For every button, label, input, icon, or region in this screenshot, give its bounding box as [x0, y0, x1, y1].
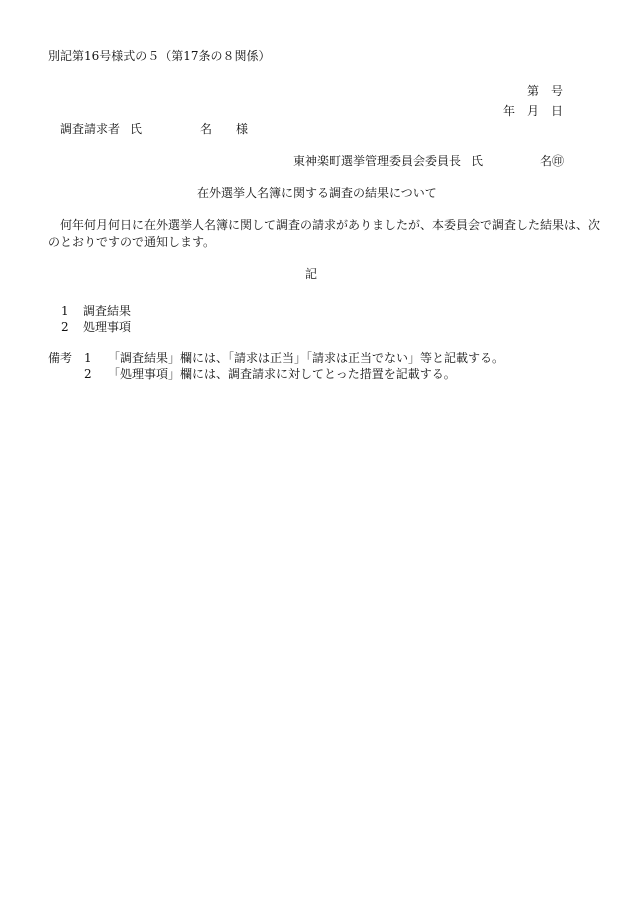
date-day: 日 — [551, 104, 564, 118]
sender-mei-seal: 名㊞ — [540, 154, 565, 168]
date-month: 月 — [527, 104, 540, 118]
list-item — [61, 303, 131, 320]
body-line-2: のとおりですので通知します。 — [48, 235, 216, 249]
recipient-mei: 名 — [200, 122, 213, 136]
recipient-sama: 様 — [236, 122, 249, 136]
item-number: 2 — [61, 320, 69, 334]
ki-heading: 記 — [305, 267, 318, 281]
item-text: 処理事項 — [83, 320, 132, 334]
date-year: 年 — [503, 104, 516, 118]
notes-label: 備考 — [48, 351, 73, 365]
doc-number-go: 号 — [551, 84, 564, 98]
note-text: 「処理事項」欄には、調査請求に対してとった措置を記載する。 — [108, 367, 456, 381]
list-item — [61, 319, 131, 336]
item-text: 調査結果 — [83, 304, 132, 318]
note-number: 1 — [84, 351, 92, 365]
sender-shi: 氏 — [471, 154, 484, 168]
note-text: 「調査結果」欄には、「請求は正当」「請求は正当でない」等と記載する。 — [108, 351, 505, 365]
recipient-label: 調査請求者 — [60, 122, 121, 136]
doc-number-dai: 第 — [527, 84, 540, 98]
form-reference: 別記第16号様式の５（第17条の８関係） — [48, 49, 271, 63]
note-row — [84, 366, 456, 383]
sender-org: 東神楽町選挙管理委員会委員長 — [293, 154, 462, 168]
body-line-1: 何年何月何日に在外選挙人名簿に関して調査の請求がありましたが、本委員会で調査した結果は、次 — [60, 218, 601, 232]
recipient-shi: 氏 — [130, 122, 143, 136]
note-number: 2 — [84, 367, 92, 381]
document-title: 在外選挙人名簿に関する調査の結果について — [197, 186, 437, 200]
item-number: 1 — [61, 304, 69, 318]
note-row — [48, 350, 504, 367]
